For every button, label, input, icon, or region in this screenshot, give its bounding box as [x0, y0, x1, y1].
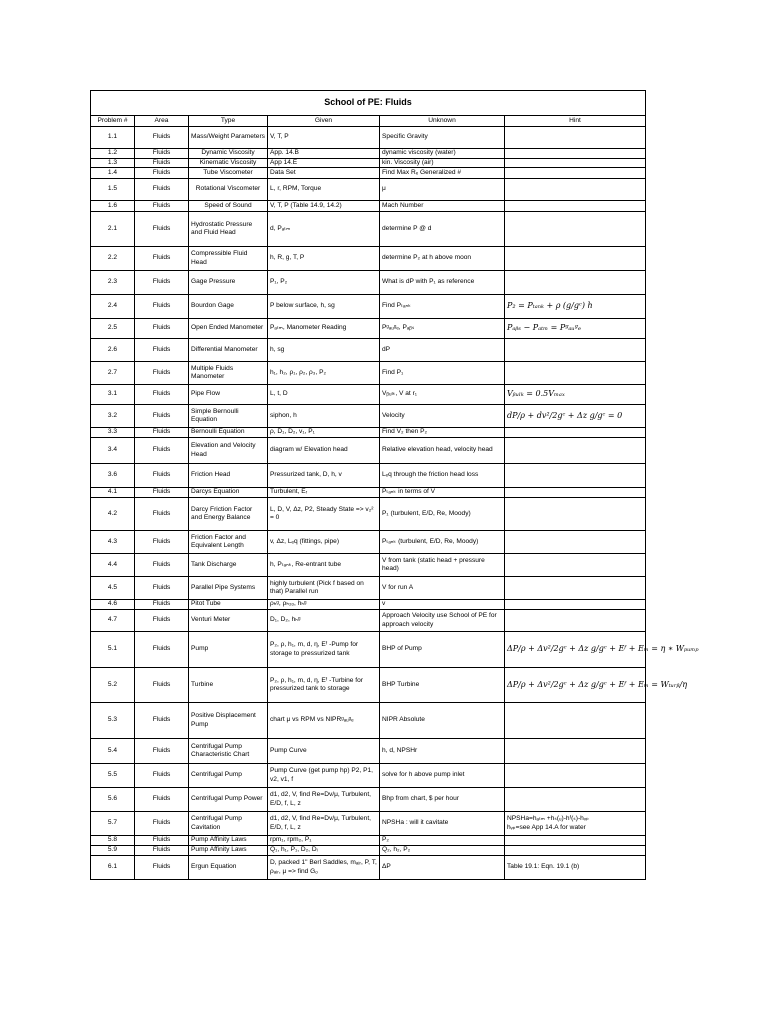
hint-formula: Pₐᵦₛ − Pₐₜₘ = Pᵍₐᵤᵍₑ — [507, 323, 581, 333]
type-cell: Differential Manometer — [189, 339, 268, 362]
hint-cell — [505, 577, 646, 600]
table-row — [91, 385, 646, 405]
hint-cell — [505, 271, 646, 295]
given-cell: d, Pₐₜₘ — [268, 212, 380, 247]
area-cell: Fluids — [135, 600, 189, 610]
type-cell: Pump Affinity Laws — [189, 846, 268, 856]
unknown-cell: solve for h above pump inlet — [380, 764, 505, 788]
given-cell: d1, d2, V, find Re=Dv/μ, Turbulent, E/D, f, L, z — [268, 788, 380, 812]
problem-number-cell: 1.1 — [91, 127, 135, 149]
unknown-cell: Find Pₜₐₙₖ — [380, 295, 505, 319]
area-cell: Fluids — [135, 149, 189, 159]
problem-number-cell: 2.4 — [91, 295, 135, 319]
given-cell: v, Δz, Lₑq (fittings, pipe) — [268, 531, 380, 554]
area-cell: Fluids — [135, 632, 189, 668]
hint-cell — [505, 498, 646, 531]
hint-cell — [505, 600, 646, 610]
hint-text: NPSHa=hₐₜₘ +hₛ(ᵤ)-hᶠ(ₛ)-hᵥₚ hᵥₚ=see App 14.A for water — [507, 815, 589, 831]
unknown-cell: v — [380, 600, 505, 610]
unknown-cell: BHP Turbine — [380, 668, 505, 703]
area-cell: Fluids — [135, 531, 189, 554]
unknown-cell: Bhp from chart, $ per hour — [380, 788, 505, 812]
unknown-cell: V for run A — [380, 577, 505, 600]
problem-number-cell: 2.5 — [91, 319, 135, 339]
area-cell: Fluids — [135, 577, 189, 600]
area-cell: Fluids — [135, 201, 189, 212]
unknown-cell: P₁ (turbulent, E/D, Re, Moody) — [380, 498, 505, 531]
table-row — [91, 438, 646, 464]
unknown-cell: μ — [380, 179, 505, 201]
table-row — [91, 498, 646, 531]
table-row — [91, 271, 646, 295]
hint-cell — [505, 788, 646, 812]
hint-cell — [505, 168, 646, 179]
hint-cell — [505, 149, 646, 159]
unknown-cell: Mach Number — [380, 201, 505, 212]
given-cell: siphon, h — [268, 405, 380, 428]
header-type: Type — [189, 116, 268, 127]
area-cell: Fluids — [135, 610, 189, 632]
hint-cell — [505, 846, 646, 856]
hint-cell — [505, 362, 646, 385]
problem-number-cell: 1.3 — [91, 158, 135, 168]
hint-cell — [505, 856, 646, 880]
area-cell: Fluids — [135, 488, 189, 498]
unknown-cell: V from tank (static head + pressure head) — [380, 554, 505, 577]
given-cell: Turbulent, Eᵣ — [268, 488, 380, 498]
problem-number-cell: 4.3 — [91, 531, 135, 554]
problem-number-cell: 3.6 — [91, 464, 135, 488]
table-row — [91, 362, 646, 385]
hint-cell — [505, 319, 646, 339]
type-cell: Positive Displacement Pump — [189, 703, 268, 739]
table-row — [91, 319, 646, 339]
table-row — [91, 836, 646, 846]
area-cell: Fluids — [135, 295, 189, 319]
given-cell: Data Set — [268, 168, 380, 179]
type-cell: Open Ended Manometer — [189, 319, 268, 339]
type-cell: Compressible Fluid Head — [189, 247, 268, 271]
area-cell: Fluids — [135, 812, 189, 836]
hint-cell — [505, 668, 688, 703]
given-cell: L, r, RPM, Torque — [268, 179, 380, 201]
area-cell: Fluids — [135, 764, 189, 788]
problem-number-cell: 2.7 — [91, 362, 135, 385]
table-row — [91, 149, 646, 159]
given-cell: App. 14.B — [268, 149, 380, 159]
table-row — [91, 201, 646, 212]
problem-number-cell: 3.2 — [91, 405, 135, 428]
hint-cell — [505, 703, 646, 739]
table-row — [91, 703, 646, 739]
hint-cell — [505, 488, 646, 498]
unknown-cell: Pᵍₐᵤᵍₑ, Pₐᵦₛ — [380, 319, 505, 339]
type-cell: Hydrostatic Pressure and Fluid Head — [189, 212, 268, 247]
area-cell: Fluids — [135, 247, 189, 271]
hint-cell — [505, 739, 646, 764]
problem-number-cell: 2.6 — [91, 339, 135, 362]
unknown-cell: kin. Viscosity (air) — [380, 158, 505, 168]
type-cell: Centrifugal Pump — [189, 764, 268, 788]
table-title: School of PE: Fluids — [91, 91, 646, 116]
table-row — [91, 428, 646, 438]
type-cell: Bourdon Gage — [189, 295, 268, 319]
unknown-cell: determine P @ d — [380, 212, 505, 247]
given-cell: V, T, P (Table 14.9, 14.2) — [268, 201, 380, 212]
problem-number-cell: 5.3 — [91, 703, 135, 739]
header-row — [91, 116, 646, 127]
table-row — [91, 600, 646, 610]
hint-cell — [505, 339, 646, 362]
given-cell: h₁, h₂, ρ₁, ρ₂, ρ₃, P₂ — [268, 362, 380, 385]
table-row — [91, 554, 646, 577]
type-cell: Pump Affinity Laws — [189, 836, 268, 846]
given-cell: h, Pₜₐₙₖ, Re-entrant tube — [268, 554, 380, 577]
type-cell: Simple Bernoulli Equation — [189, 405, 268, 428]
area-cell: Fluids — [135, 428, 189, 438]
hint-cell — [505, 127, 646, 149]
problem-number-cell: 1.6 — [91, 201, 135, 212]
problem-number-cell: 5.7 — [91, 812, 135, 836]
unknown-cell: dP — [380, 339, 505, 362]
table-row — [91, 764, 646, 788]
hint-cell — [505, 531, 646, 554]
area-cell: Fluids — [135, 319, 189, 339]
area-cell: Fluids — [135, 271, 189, 295]
problem-number-cell: 4.7 — [91, 610, 135, 632]
hint-text: Table 19.1: Eqn. 19.1 (b) — [507, 863, 580, 871]
table-row — [91, 577, 646, 600]
area-cell: Fluids — [135, 703, 189, 739]
area-cell: Fluids — [135, 846, 189, 856]
table-row — [91, 610, 646, 632]
unknown-cell: dynamic viscosity (water) — [380, 149, 505, 159]
table-row — [91, 158, 646, 168]
table-row — [91, 179, 646, 201]
area-cell: Fluids — [135, 739, 189, 764]
unknown-cell: h, d, NPSHr — [380, 739, 505, 764]
given-cell: D₁, D₂, hₕᵍ — [268, 610, 380, 632]
hint-formula: dP/ρ + dv²/2gᶜ + Δz g/gᶜ = 0 — [507, 410, 623, 420]
problem-number-cell: 4.2 — [91, 498, 135, 531]
table-row — [91, 812, 646, 836]
table-row — [91, 405, 646, 428]
hint-cell — [505, 812, 646, 836]
table-row — [91, 739, 646, 764]
problem-number-cell: 5.8 — [91, 836, 135, 846]
given-cell: d1, d2, V, find Re=Dv/μ, Turbulent, E/D, f, L, z — [268, 812, 380, 836]
problem-number-cell: 5.1 — [91, 632, 135, 668]
hint-cell — [505, 464, 646, 488]
type-cell: Friction Factor and Equivalent Length — [189, 531, 268, 554]
problem-number-cell: 3.3 — [91, 428, 135, 438]
unknown-cell: Find Max Rₑ Generalized # — [380, 168, 505, 179]
hint-cell — [505, 836, 646, 846]
problem-table — [90, 90, 699, 880]
hint-cell — [505, 385, 646, 405]
type-cell: Parallel Pipe Systems — [189, 577, 268, 600]
area-cell: Fluids — [135, 212, 189, 247]
unknown-cell: NPSHa : will it cavitate — [380, 812, 505, 836]
problem-number-cell: 5.4 — [91, 739, 135, 764]
problem-number-cell: 1.5 — [91, 179, 135, 201]
type-cell: Pitot Tube — [189, 600, 268, 610]
type-cell: Turbine — [189, 668, 268, 703]
type-cell: Tube Viscometer — [189, 168, 268, 179]
problem-number-cell: 1.2 — [91, 149, 135, 159]
area-cell: Fluids — [135, 788, 189, 812]
problem-number-cell: 6.1 — [91, 856, 135, 880]
problem-number-cell: 4.4 — [91, 554, 135, 577]
problem-number-cell: 2.1 — [91, 212, 135, 247]
unknown-cell: ΔP — [380, 856, 505, 880]
table-row — [91, 856, 646, 880]
given-cell: chart μ vs RPM vs NIPRᵍₐᵤᵍₑ — [268, 703, 380, 739]
type-cell: Venturi Meter — [189, 610, 268, 632]
given-cell: rpm₁, rpm₂, P₁ — [268, 836, 380, 846]
table-row — [91, 531, 646, 554]
problem-number-cell: 2.3 — [91, 271, 135, 295]
problem-number-cell: 5.6 — [91, 788, 135, 812]
given-cell: L, D, V, Δz, P2, Steady State => v₂² = 0 — [268, 498, 380, 531]
type-cell: Mass/Weight Parameters — [189, 127, 268, 149]
area-cell: Fluids — [135, 498, 189, 531]
hint-cell — [505, 201, 646, 212]
unknown-cell: Specific Gravity — [380, 127, 505, 149]
type-cell: Kinematic Viscosity — [189, 158, 268, 168]
header-given: Given — [268, 116, 380, 127]
given-cell: V, T, P — [268, 127, 380, 149]
table-row — [91, 212, 646, 247]
given-cell: h, R, g, T, P — [268, 247, 380, 271]
problem-number-cell: 2.2 — [91, 247, 135, 271]
type-cell: Speed of Sound — [189, 201, 268, 212]
hint-cell — [505, 212, 646, 247]
area-cell: Fluids — [135, 168, 189, 179]
type-cell: Rotational Viscometer — [189, 179, 268, 201]
area-cell: Fluids — [135, 836, 189, 846]
problem-number-cell: 3.4 — [91, 438, 135, 464]
table-row — [91, 846, 646, 856]
given-cell: h, sg — [268, 339, 380, 362]
given-cell: L, t, D — [268, 385, 380, 405]
given-cell: Pressurized tank, D, h, v — [268, 464, 380, 488]
hint-formula: ΔP/ρ + Δv²/2gᶜ + Δz g/gᶜ + Eᶠ + Eₘ = η ∗ Wₚᵤₘₚ — [507, 644, 699, 654]
given-cell: P below surface, h, sg — [268, 295, 380, 319]
given-cell: P₂, ρ, h₁, m, d, η, Eᶠ -Pump for storage to pressurized tank — [268, 632, 380, 668]
type-cell: Centrifugal Pump Cavitation — [189, 812, 268, 836]
unknown-cell: Pₜₐₙₖ (turbulent, E/D, Re, Moody) — [380, 531, 505, 554]
problem-number-cell: 5.2 — [91, 668, 135, 703]
hint-cell — [505, 554, 646, 577]
unknown-cell: Approach Velocity use School of PE for approach velocity — [380, 610, 505, 632]
hint-cell — [505, 632, 699, 668]
type-cell: Ergun Equation — [189, 856, 268, 880]
problem-number-cell: 3.1 — [91, 385, 135, 405]
unknown-cell: NIPR Absolute — [380, 703, 505, 739]
problem-number-cell: 1.4 — [91, 168, 135, 179]
unknown-cell: Q₂, h₂, P₂ — [380, 846, 505, 856]
unknown-cell: Lₑq through the friction head loss — [380, 464, 505, 488]
type-cell: Bernoulli Equation — [189, 428, 268, 438]
hint-cell — [505, 247, 646, 271]
hint-formula: Vᵦᵤₗₖ = 0.5Vₘₐₓ — [507, 389, 565, 399]
area-cell: Fluids — [135, 158, 189, 168]
table-row — [91, 339, 646, 362]
table-row — [91, 488, 646, 498]
given-cell: Pₐₜₘ, Manometer Reading — [268, 319, 380, 339]
area-cell: Fluids — [135, 385, 189, 405]
header-problem: Problem # — [91, 116, 135, 127]
table-row — [91, 632, 646, 668]
area-cell: Fluids — [135, 179, 189, 201]
header-hint: Hint — [505, 116, 646, 127]
type-cell: Gage Pressure — [189, 271, 268, 295]
unknown-cell: Velocity — [380, 405, 505, 428]
unknown-cell: Find P₁ — [380, 362, 505, 385]
type-cell: Dynamic Viscosity — [189, 149, 268, 159]
problem-number-cell: 5.9 — [91, 846, 135, 856]
problem-number-cell: 4.5 — [91, 577, 135, 600]
problem-number-cell: 4.6 — [91, 600, 135, 610]
hint-formula: ΔP/ρ + Δv²/2gᶜ + Δz g/gᶜ + Eᶠ + Eₘ = Wₜᵤᵣᵦ/η — [507, 679, 688, 689]
given-cell: Q₁, h₁, P₁, D₂, Dᵢ — [268, 846, 380, 856]
given-cell: D, packed 1" Berl Saddles, mₐᵢᵣ, P, T, ρₐᵢᵣ, μ => find Gₒ — [268, 856, 380, 880]
area-cell: Fluids — [135, 405, 189, 428]
given-cell: Pump Curve — [268, 739, 380, 764]
table-row — [91, 247, 646, 271]
unknown-cell: determine P₂ at h above moon — [380, 247, 505, 271]
given-cell: highly turbulent (Pick f based on that) Parallel run — [268, 577, 380, 600]
type-cell: Tank Discharge — [189, 554, 268, 577]
table-row — [91, 295, 646, 319]
given-cell: App 14.E — [268, 158, 380, 168]
area-cell: Fluids — [135, 438, 189, 464]
unknown-cell: What is dP with P₁ as reference — [380, 271, 505, 295]
hint-cell — [505, 179, 646, 201]
type-cell: Centrifugal Pump Characteristic Chart — [189, 739, 268, 764]
given-cell: P₂, ρ, h₁, m, d, η, Eᶠ -Turbine for pressurized tank to storage — [268, 668, 380, 703]
type-cell: Centrifugal Pump Power — [189, 788, 268, 812]
unknown-cell: Vᵦᵤₗₖ, V at r₁ — [380, 385, 505, 405]
unknown-cell: Pₜₐₙₖ in terms of V — [380, 488, 505, 498]
hint-cell — [505, 610, 646, 632]
type-cell: Elevation and Velocity Head — [189, 438, 268, 464]
given-cell: P₁, P₂ — [268, 271, 380, 295]
unknown-cell: P₂ — [380, 836, 505, 846]
type-cell: Pump — [189, 632, 268, 668]
problem-number-cell: 4.1 — [91, 488, 135, 498]
type-cell: Multiple Fluids Manometer — [189, 362, 268, 385]
table-row — [91, 464, 646, 488]
header-unknown: Unknown — [380, 116, 505, 127]
type-cell: Darcy Friction Factor and Energy Balance — [189, 498, 268, 531]
type-cell: Friction Head — [189, 464, 268, 488]
table-body — [91, 127, 699, 880]
problem-number-cell: 5.5 — [91, 764, 135, 788]
area-cell: Fluids — [135, 554, 189, 577]
type-cell: Pipe Flow — [189, 385, 268, 405]
area-cell: Fluids — [135, 127, 189, 149]
given-cell: Pump Curve (get pump hp) P2, P1, v2, v1, f — [268, 764, 380, 788]
unknown-cell: Relative elevation head, velocity head — [380, 438, 505, 464]
hint-cell — [505, 405, 646, 428]
title-row — [91, 91, 646, 116]
unknown-cell: Find V₂ then P₂ — [380, 428, 505, 438]
given-cell: diagram w/ Elevation head — [268, 438, 380, 464]
given-cell: ρ, D₁, D₂, v₁, P₁ — [268, 428, 380, 438]
table-row — [91, 788, 646, 812]
hint-cell — [505, 428, 646, 438]
table-row — [91, 168, 646, 179]
hint-cell — [505, 764, 646, 788]
fluids-problem-table — [90, 90, 699, 880]
area-cell: Fluids — [135, 362, 189, 385]
area-cell: Fluids — [135, 339, 189, 362]
hint-cell — [505, 295, 646, 319]
area-cell: Fluids — [135, 464, 189, 488]
hint-cell — [505, 438, 646, 464]
table-row — [91, 127, 646, 149]
hint-cell — [505, 158, 646, 168]
type-cell: Darcys Equation — [189, 488, 268, 498]
table-row — [91, 668, 646, 703]
unknown-cell: BHP of Pump — [380, 632, 505, 668]
header-area: Area — [135, 116, 189, 127]
given-cell: ρₕᵍ, ρₕ₂ₒ, hₕᵍ — [268, 600, 380, 610]
area-cell: Fluids — [135, 856, 189, 880]
hint-formula: P₂ = Pₜₐₙₖ + ρ (g/gᶜ) h — [507, 301, 593, 311]
area-cell: Fluids — [135, 668, 189, 703]
